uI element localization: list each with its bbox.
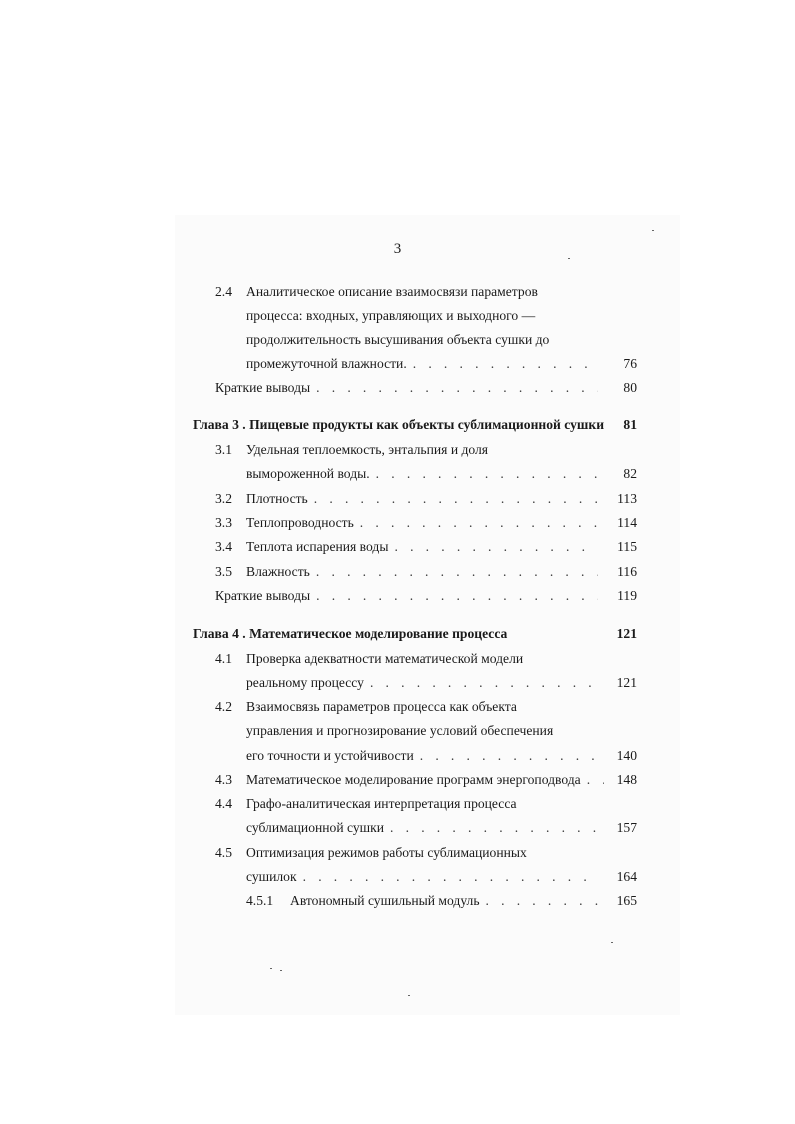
entry-line: продолжительность высушивания объекта сушки до [246, 332, 550, 347]
page-ref: 115 [617, 539, 637, 554]
scan-speck [568, 258, 570, 259]
toc-entry-line [246, 867, 637, 887]
entry-line: сублимационной сушки [246, 820, 385, 835]
page-ref: 121 [616, 675, 637, 690]
leader [246, 562, 598, 582]
entry-line: Оптимизация режимов работы сублимационных [246, 845, 527, 860]
chapter-title: Глава 4 . Математическое моделирование процесса [193, 626, 508, 641]
toc-entry-4-2 [0, 697, 795, 717]
page-ref: 165 [616, 893, 637, 908]
scan-speck [408, 995, 410, 996]
toc-entry-3-3 [215, 513, 637, 533]
toc-entry-line [246, 330, 646, 350]
chapter-title: Глава 3 . Пищевые продукты как объекты сублимационной сушки [193, 417, 605, 432]
entry-number: 3.1 [215, 442, 232, 457]
toc-entry-line [246, 746, 637, 766]
page-ref: 119 [617, 588, 637, 603]
toc-entry-4-3 [215, 770, 637, 790]
toc-summary [215, 586, 637, 606]
scan-speck [611, 942, 613, 943]
scan-speck [280, 970, 282, 971]
entry-line: Теплопроводность [246, 515, 354, 530]
entry-line: вымороженной воды. [246, 466, 370, 481]
toc-entry-line [246, 354, 637, 374]
entry-number: 4.5.1 [246, 893, 274, 908]
entry-line: Аналитическое описание взаимосвязи параметров [246, 284, 538, 299]
entry-line: реальному процессу [246, 675, 364, 690]
toc-entry-3-1 [0, 440, 795, 460]
entry-number: 3.2 [215, 491, 232, 506]
toc-entry-4-1 [0, 649, 795, 669]
leader [246, 673, 598, 693]
page-ref: 113 [617, 491, 637, 506]
toc-entry-3-5 [215, 562, 637, 582]
leader [290, 891, 598, 911]
entry-line: Графо-аналитическая интерпретация процесса [246, 796, 517, 811]
scan-speck [270, 968, 272, 969]
entry-line: сушилок [246, 869, 297, 884]
page-ref: 148 [616, 772, 637, 787]
entry-line: процесса: входных, управляющих и выходного — [246, 308, 536, 323]
toc-entry-line [246, 721, 646, 741]
entry-line: Автономный сушильный модуль [290, 893, 480, 908]
leader [246, 537, 598, 557]
page-ref: 140 [616, 748, 637, 763]
page-ref: 80 [623, 380, 637, 395]
toc-entry-3-2 [215, 489, 637, 509]
leader [246, 489, 598, 509]
entry-line: Проверка адекватности математической модели [246, 651, 524, 666]
toc-chapter-3 [193, 415, 637, 435]
entry-label: Краткие выводы [215, 588, 311, 603]
toc-entry-3-4 [215, 537, 637, 557]
toc-entry-line [246, 673, 637, 693]
page-ref: 114 [617, 515, 637, 530]
toc-entry-2-4 [0, 282, 795, 302]
entry-number: 2.4 [215, 284, 232, 299]
page-ref: 82 [623, 466, 637, 481]
entry-line: Влажность [246, 564, 310, 579]
toc-entry-line [246, 464, 637, 484]
entry-number: 3.4 [215, 539, 232, 554]
leader [246, 818, 598, 838]
page-ref: 121 [616, 626, 637, 641]
entry-line: Удельная теплоемкость, энтальпия и доля [246, 442, 489, 457]
toc-summary [215, 378, 637, 398]
entry-label: Краткие выводы [215, 380, 311, 395]
entry-line: промежуточной влажности. [246, 356, 407, 371]
page-ref: 164 [616, 869, 637, 884]
entry-number: 4.1 [215, 651, 232, 666]
entry-line: Математическое моделирование программ энергоподвода [246, 772, 581, 787]
entry-number: 3.3 [215, 515, 232, 530]
toc-entry-4-5-1 [246, 891, 637, 911]
entry-number: 3.5 [215, 564, 232, 579]
entry-line: Взаимосвязь параметров процесса как объекта [246, 699, 517, 714]
leader [215, 586, 598, 606]
leader [246, 354, 598, 374]
toc-entry-4-5 [0, 843, 795, 863]
leader [246, 867, 598, 887]
entry-number: 4.5 [215, 845, 232, 860]
entry-number: 4.3 [215, 772, 232, 787]
page-ref: 116 [617, 564, 637, 579]
page-ref: 81 [623, 417, 637, 432]
entry-line: управления и прогнозирование условий обеспечения [246, 723, 554, 738]
entry-number: 4.2 [215, 699, 232, 714]
entry-line: Теплота испарения воды [246, 539, 389, 554]
entry-number: 4.4 [215, 796, 232, 811]
toc-chapter-4 [193, 624, 637, 644]
scan-speck [652, 230, 654, 231]
leader [215, 378, 598, 398]
leader [246, 513, 598, 533]
leader [246, 746, 598, 766]
page-number: 3 [393, 241, 402, 257]
entry-line: Плотность [246, 491, 308, 506]
page-ref: 76 [623, 356, 637, 371]
toc-entry-line [246, 818, 637, 838]
entry-line: его точности и устойчивости [246, 748, 414, 763]
page-ref: 157 [616, 820, 637, 835]
leader [246, 770, 604, 790]
toc-entry-4-4 [0, 794, 795, 814]
leader [246, 464, 598, 484]
toc-entry-line [246, 306, 646, 326]
